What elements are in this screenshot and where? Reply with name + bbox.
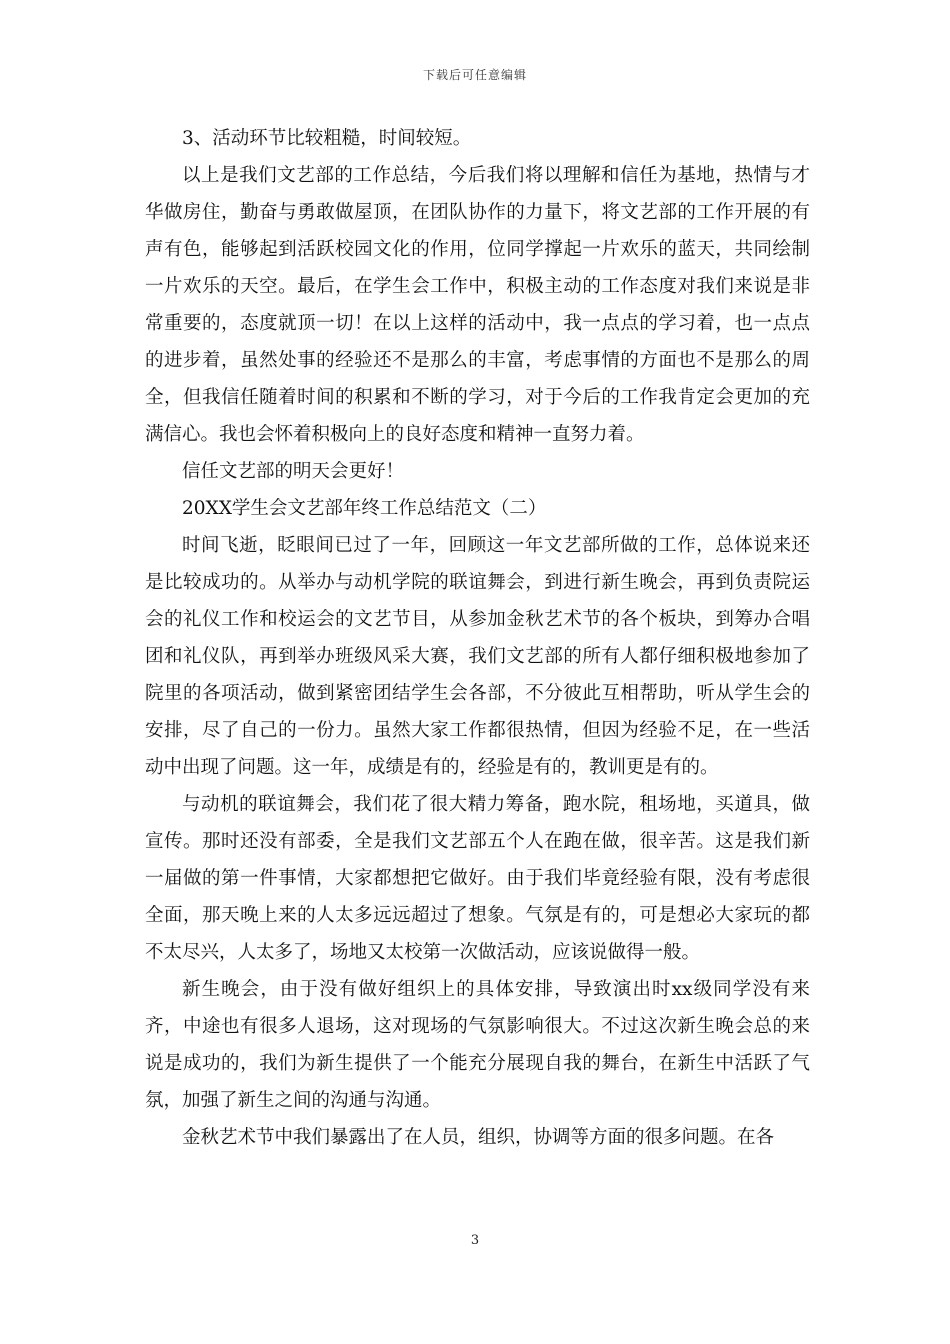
paragraph: 以上是我们文艺部的工作总结，今后我们将以理解和信任为基地，热情与才华做房住，勤奋与勇敢做屋顶，在团队协作的力量下，将文艺部的工作开展的有声有色，能够起到活跃校园文化的作用，位同学撑起一片欢乐的蓝天，共同绘制一片欢乐的天空。最后，在学生会工作中，积极主动的工作态度对我们来说是非常重要的，态度就顶一切！在以上这样的活动中，我一点点的学习着，也一点点的进步着，虽然处事的经验还不是那么的丰富，考虑事情的方面也不是那么的周全，但我信任随着时间的积累和不断的学习，对于今后的工作我肯定会更加的充满信心。我也会怀着积极向上的良好态度和精神一直努力着。 <box>145 165 810 445</box>
page-number: 3 <box>470 1233 480 1248</box>
paragraph: 时间飞逝，眨眼间已过了一年，回顾这一年文艺部所做的工作，总体说来还是比较成功的。从举办与动机学院的联谊舞会，到进行新生晚会，再到负责院运会的礼仪工作和校运会的文艺节目，从参加金秋艺术节的各个板块，到筹办合唱团和礼仪队，再到举办班级风采大赛，我们文艺部的所有人都仔细积极地参加了院里的各项活动，做到紧密团结学生会各部，不分彼此互相帮助，听从学生会的安排，尽了自己的一份力。虽然大家工作都很热情，但因为经验不足，在一些活动中出现了问题。这一年，成绩是有的，经验是有的，教训更是有的。 <box>145 535 810 778</box>
paragraph: 3、活动环节比较粗糙，时间较短。 <box>182 128 472 149</box>
document-body <box>145 120 810 1156</box>
paragraph: 新生晚会，由于没有做好组织上的具体安排，导致演出时xx级同学没有来齐，中途也有很多人退场，这对现场的气氛影响很大。不过这次新生晚会总的来说是成功的，我们为新生提供了一个能充分展现自我的舞台，在新生中活跃了气氛，加强了新生之间的沟通与沟通。 <box>145 979 810 1111</box>
header-note: 下载后可任意编辑 <box>422 68 527 82</box>
paragraph: 信任文艺部的明天会更好！ <box>182 461 405 482</box>
section-heading: 20XX学生会文艺部年终工作总结范文（二） <box>182 498 547 519</box>
paragraph: 金秋艺术节中我们暴露出了在人员，组织，协调等方面的很多问题。在各 <box>182 1127 775 1148</box>
paragraph: 与动机的联谊舞会，我们花了很大精力筹备，跑水院，租场地，买道具，做宣传。那时还没有部委，全是我们文艺部五个人在跑在做，很辛苦。这是我们新一届做的第一件事情，大家都想把它做好。由于我们毕竟经验有限，没有考虑很全面，那天晚上来的人太多远远超过了想象。气氛是有的，可是想必大家玩的都不太尽兴，人太多了，场地又太校第一次做活动，应该说做得一般。 <box>145 794 810 963</box>
